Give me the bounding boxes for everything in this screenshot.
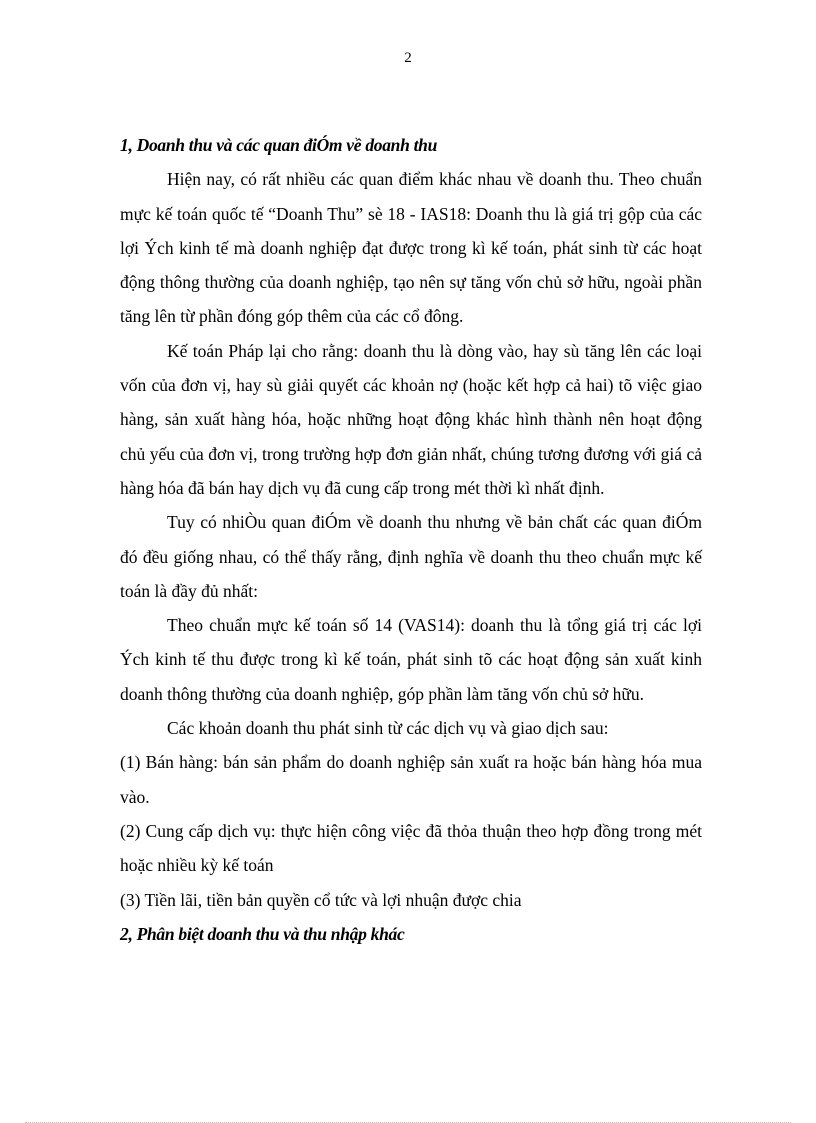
list-item: (3) Tiền lãi, tiền bản quyền cổ tức và lợi nhuận được chia bbox=[120, 889, 522, 910]
section-heading-2: 2, Phân biệt doanh thu và thu nhập khác bbox=[120, 923, 405, 944]
paragraph-ias18: Hiện nay, có rất nhiều các quan điểm khác nhau về doanh thu. Theo chuẩn mực kế toán quốc tế “Doanh Thu” sè 18 - IAS18: Doanh thu là giá trị gộp của các lợi Ých kinh tế mà doanh nghiệp đạt được trong kì kế toán, phát sinh từ các hoạt động thông thường của doanh nghiệp, tạo nên sự tăng vốn chủ sở hữu, ngoài phần tăng lên từ phần đóng góp thêm của các cổ đông. bbox=[120, 169, 702, 327]
page-number: 2 bbox=[404, 50, 412, 66]
list-item: (2) Cung cấp dịch vụ: thực hiện công việc đã thỏa thuận theo hợp đồng trong mét hoặc nhiều kỳ kế toán bbox=[120, 820, 702, 876]
paragraph-vas14: Theo chuẩn mực kế toán số 14 (VAS14): doanh thu là tổng giá trị các lợi Ých kinh tế thu được trong kì kế toán, phát sinh tõ các hoạt động sản xuất kinh doanh thông thường của doanh nghiệp, góp phần làm tăng vốn chủ sở hữu. bbox=[120, 615, 702, 704]
paragraph-french-accounting: Kế toán Pháp lại cho rằng: doanh thu là dòng vào, hay sù tăng lên các loại vốn của đơn vị, hay sù giải quyết các khoản nợ (hoặc kết hợp cả hai) tõ việc giao hàng, sản xuất hàng hóa, hoặc những hoạt động khác hình thành nên hoạt động chủ yếu của đơn vị, trong trường hợp đơn giản nhất, chúng tương đương với giá cả hàng hóa đã bán hay dịch vụ đã cung cấp trong mét thời kì nhất định. bbox=[120, 340, 702, 498]
paragraph-revenue-sources: Các khoản doanh thu phát sinh từ các dịch vụ và giao dịch sau: bbox=[167, 718, 609, 739]
list-item: (1) Bán hàng: bán sản phẩm do doanh nghiệp sản xuất ra hoặc bán hàng hóa mua vào. bbox=[120, 752, 702, 807]
document-body bbox=[120, 128, 702, 951]
section-heading-1: 1, Doanh thu và các quan điÓm về doanh thu bbox=[120, 135, 438, 155]
paragraph-essence: Tuy có nhiÒu quan điÓm về doanh thu nhưng về bản chất các quan điÓm đó đều giống nhau, có thể thấy rằng, định nghĩa về doanh thu theo chuẩn mực kế toán là đầy đủ nhất: bbox=[120, 512, 702, 601]
